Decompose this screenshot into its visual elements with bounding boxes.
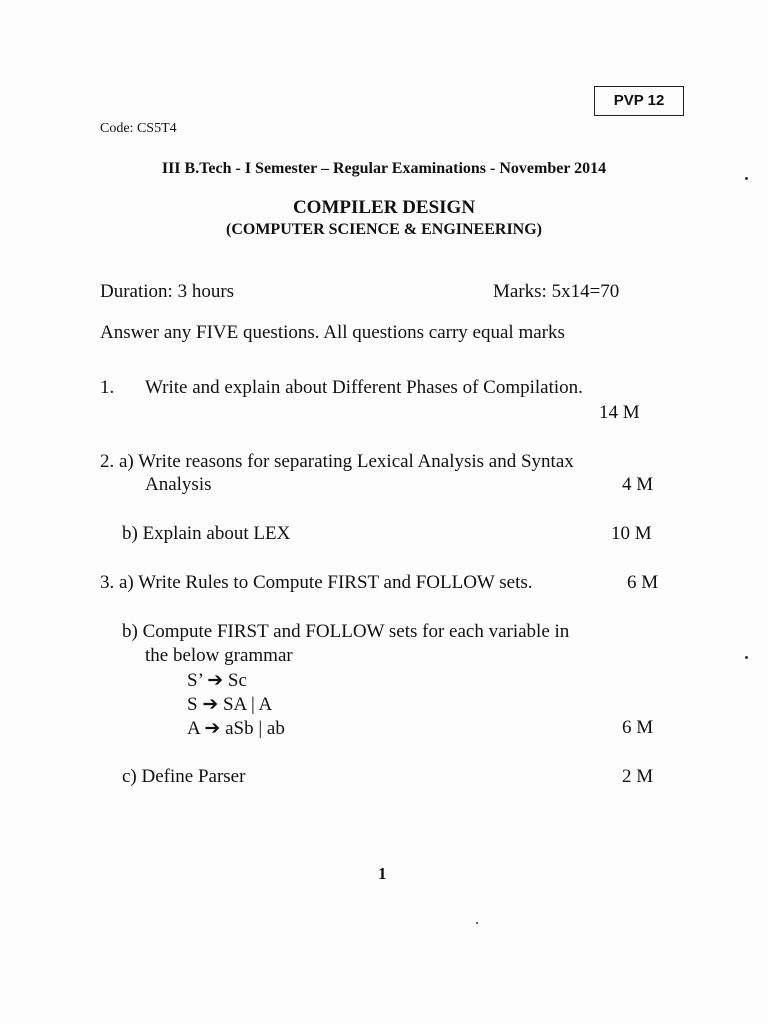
question-3b-line1: b) Compute FIRST and FOLLOW sets for each variable in: [122, 621, 570, 642]
question-1-text: Write and explain about Different Phases of Compilation.: [145, 377, 583, 398]
grammar-rule: S ➔ SA | A: [187, 694, 273, 715]
question-2a-line1: 2. a) Write reasons for separating Lexical Analysis and Syntax: [100, 451, 574, 472]
question-3c-marks: 2 M: [622, 766, 654, 787]
scan-speck: [745, 177, 748, 180]
scan-speck: [745, 656, 748, 659]
question-3b-marks: 6 M: [622, 717, 654, 738]
grammar-rule: S’ ➔ Sc: [187, 670, 247, 691]
paper-code-box: PVP 12: [594, 86, 684, 116]
instructions-text: Answer any FIVE questions. All questions carry equal marks: [100, 322, 565, 343]
question-3a-marks: 6 M: [627, 572, 659, 593]
question-3a-text: 3. a) Write Rules to Compute FIRST and FOLLOW sets.: [100, 572, 533, 593]
course-code-label: Code: CS5T4: [100, 121, 177, 136]
question-2b-text: b) Explain about LEX: [122, 523, 291, 544]
scan-speck: [476, 922, 478, 924]
exam-title-line: III B.Tech - I Semester – Regular Examinations - November 2014: [161, 160, 607, 177]
grammar-rule: A ➔ aSb | ab: [187, 718, 285, 739]
duration-text: Duration: 3 hours: [100, 281, 235, 302]
department-title: (COMPUTER SCIENCE & ENGINEERING): [225, 221, 543, 238]
question-2a-line2: Analysis: [145, 474, 212, 495]
question-1-marks: 14 M: [599, 402, 640, 423]
question-3c-text: c) Define Parser: [122, 766, 246, 787]
question-2a-marks: 4 M: [622, 474, 654, 495]
page-number: 1: [378, 864, 387, 883]
marks-total-text: Marks: 5x14=70: [493, 281, 620, 302]
question-2b-marks: 10 M: [611, 523, 652, 544]
question-3b-line2: the below grammar: [145, 645, 293, 666]
subject-title: COMPILER DESIGN: [292, 197, 476, 218]
question-1-number: 1.: [100, 377, 115, 398]
